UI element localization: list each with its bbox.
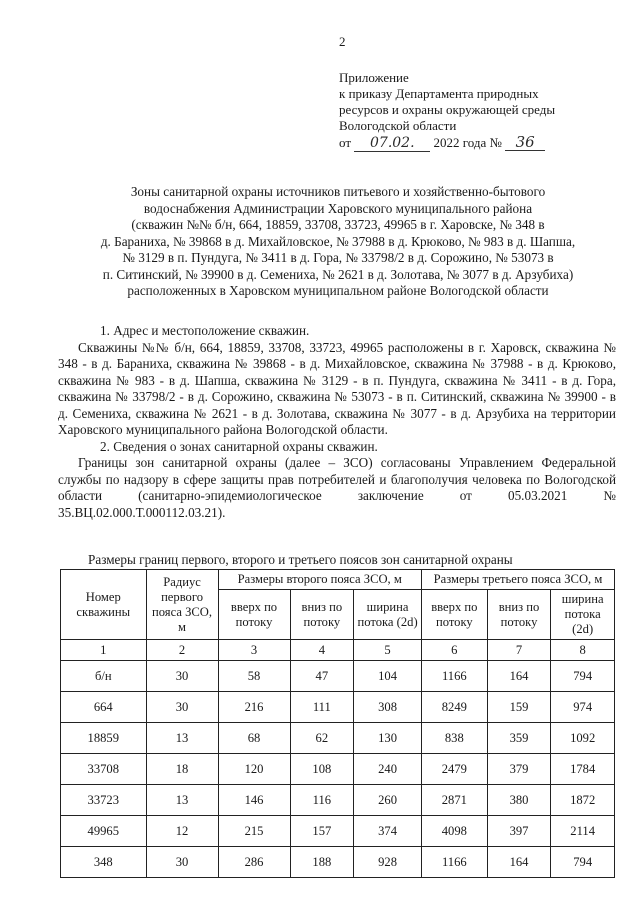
table-cell: 8249 xyxy=(421,692,487,723)
column-number: 2 xyxy=(146,640,218,661)
table-cell: 157 xyxy=(290,816,354,847)
section-2-text: Границы зон санитарной охраны (далее – ЗСО) согласованы Управлением Федеральной службы по надзору в сфере защиты прав потребителей и благополучия человека по Вологодской области (санитарно-эпидемиологическое заключение от 05.03.2021 № 35.ВЦ.02.000.Т.000112.03.21). xyxy=(58,455,616,520)
page-number: 2 xyxy=(339,34,346,49)
table-cell: 397 xyxy=(487,816,551,847)
table-cell: 260 xyxy=(354,785,422,816)
column-number: 5 xyxy=(354,640,422,661)
table-cell: 33708 xyxy=(61,754,147,785)
table-cell: 164 xyxy=(487,661,551,692)
table-cell: 47 xyxy=(290,661,354,692)
table-cell: 146 xyxy=(218,785,290,816)
header-downstream: вниз по потоку xyxy=(487,590,551,640)
document-body xyxy=(58,323,616,521)
table-cell: 2871 xyxy=(421,785,487,816)
header-flow-width: ширина потока (2d) xyxy=(551,590,615,640)
column-number: 1 xyxy=(61,640,147,661)
title-line: № 3129 в п. Пундуга, № 3411 в д. Гора, № 33798/2 в д. Сорожино, № 53073 в xyxy=(122,250,554,265)
handwritten-order-date: 07.02. xyxy=(354,135,430,152)
section-1-heading: 1. Адрес и местоположение скважин. xyxy=(100,323,310,338)
table-cell: 974 xyxy=(551,692,615,723)
table-cell: 1872 xyxy=(551,785,615,816)
table-cell: 30 xyxy=(146,661,218,692)
title-line: расположенных в Харовском муниципальном районе Вологодской области xyxy=(127,283,549,298)
table-cell: 18859 xyxy=(61,723,147,754)
header-second-zone: Размеры второго пояса ЗСО, м xyxy=(218,570,421,590)
table-cell: 308 xyxy=(354,692,422,723)
table-header-row xyxy=(61,570,615,590)
table-cell: 188 xyxy=(290,847,354,878)
table-cell: 68 xyxy=(218,723,290,754)
table-cell: 120 xyxy=(218,754,290,785)
column-number: 6 xyxy=(421,640,487,661)
appendix-line: Вологодской области xyxy=(339,118,457,133)
table-row xyxy=(61,847,615,878)
appendix-line: к приказу Департамента природных xyxy=(339,86,539,101)
appendix-line: ресурсов и охраны окружающей среды xyxy=(339,102,556,117)
title-line: (скважин №№ б/н, 664, 18859, 33708, 33723, 49965 в г. Харовске, № 348 в xyxy=(131,217,545,232)
table-cell: 379 xyxy=(487,754,551,785)
table-row xyxy=(61,692,615,723)
column-number-row xyxy=(61,640,615,661)
header-downstream: вниз по потоку xyxy=(290,590,354,640)
table-cell: 18 xyxy=(146,754,218,785)
table-cell: 838 xyxy=(421,723,487,754)
table-cell: 215 xyxy=(218,816,290,847)
table-cell: 1784 xyxy=(551,754,615,785)
table-row xyxy=(61,816,615,847)
table-cell: 62 xyxy=(290,723,354,754)
header-third-zone: Размеры третьего пояса ЗСО, м xyxy=(421,570,614,590)
table-row xyxy=(61,661,615,692)
table-cell: 116 xyxy=(290,785,354,816)
table-cell: 108 xyxy=(290,754,354,785)
table-cell: 4098 xyxy=(421,816,487,847)
table-cell: 30 xyxy=(146,847,218,878)
title-line: водоснабжения Администрации Харовского муниципального района xyxy=(143,200,533,216)
title-line: п. Ситинский, № 39900 в д. Семениха, № 2621 в д. Золотава, № 3077 в д. Арзубиха) xyxy=(102,266,574,282)
header-well-number: Номер скважины xyxy=(61,570,147,640)
header-first-zone-radius: Радиус первого пояса ЗСО, м xyxy=(146,570,218,640)
table-cell: 13 xyxy=(146,723,218,754)
table-cell: 286 xyxy=(218,847,290,878)
table-cell: 130 xyxy=(354,723,422,754)
table-cell: 58 xyxy=(218,661,290,692)
table-cell: 164 xyxy=(487,847,551,878)
order-reference xyxy=(339,134,555,152)
column-number: 4 xyxy=(290,640,354,661)
table-row xyxy=(61,754,615,785)
table-cell: 794 xyxy=(551,847,615,878)
table-cell: 1166 xyxy=(421,847,487,878)
table-cell: 12 xyxy=(146,816,218,847)
title-line: д. Бараниха, № 39868 в д. Михайловское, № 37988 в д. Крюково, № 983 в д. Шапша, xyxy=(100,233,576,249)
column-number: 3 xyxy=(218,640,290,661)
table-cell: 33723 xyxy=(61,785,147,816)
table-cell: 348 xyxy=(61,847,147,878)
section-1-text: Скважины №№ б/н, 664, 18859, 33708, 33723, 49965 расположены в г. Харовск, скважина № 348 - в д. Бараниха, скважина № 39868 - в д. Михайловское, скважина № 37988 - в д. Крюково, скважина № 983 - в д. Шапша, скважина № 3129 - в п. Пундуга, скважина № 3411 - в д. Гора, скважина № 33798/2 - в д. Сорожино, скважина № 53073 - в п. Ситинский, скважина № 39900 - в д. Семениха, скважина № 2621 - в д. Золотава, скважина № 3077 - в д. Арзубиха на территории Харовского муниципального района Вологодской области. xyxy=(58,339,616,437)
table-cell: 794 xyxy=(551,661,615,692)
table-cell: б/н xyxy=(61,661,147,692)
table-cell: 664 xyxy=(61,692,147,723)
column-number: 7 xyxy=(487,640,551,661)
handwritten-order-number: 36 xyxy=(505,134,545,151)
table-caption: Размеры границ первого, второго и третьего поясов зон санитарной охраны xyxy=(88,552,513,567)
header-flow-width: ширина потока (2d) xyxy=(354,590,422,640)
table-cell: 928 xyxy=(354,847,422,878)
table-cell: 49965 xyxy=(61,816,147,847)
order-prefix: от xyxy=(339,135,352,150)
table-cell: 2114 xyxy=(551,816,615,847)
appendix-line: Приложение xyxy=(339,70,409,85)
table-cell: 380 xyxy=(487,785,551,816)
table-cell: 104 xyxy=(354,661,422,692)
table-cell: 1166 xyxy=(421,661,487,692)
table-cell: 111 xyxy=(290,692,354,723)
section-2-heading: 2. Сведения о зонах санитарной охраны скважин. xyxy=(100,438,378,454)
table-cell: 13 xyxy=(146,785,218,816)
table-cell: 1092 xyxy=(551,723,615,754)
header-upstream: вверх по потоку xyxy=(218,590,290,640)
header-upstream: вверх по потоку xyxy=(421,590,487,640)
table-row xyxy=(61,785,615,816)
table-cell: 216 xyxy=(218,692,290,723)
table-cell: 30 xyxy=(146,692,218,723)
table-row xyxy=(61,723,615,754)
sanitary-zones-table xyxy=(60,569,615,878)
order-year-text: 2022 года № xyxy=(433,135,502,150)
table-cell: 359 xyxy=(487,723,551,754)
document-title xyxy=(60,184,616,300)
table-cell: 2479 xyxy=(421,754,487,785)
table-cell: 159 xyxy=(487,692,551,723)
title-line: Зоны санитарной охраны источников питьевого и хозяйственно-бытового xyxy=(130,184,546,199)
table-cell: 374 xyxy=(354,816,422,847)
appendix-block xyxy=(339,70,555,152)
column-number: 8 xyxy=(551,640,615,661)
table-cell: 240 xyxy=(354,754,422,785)
